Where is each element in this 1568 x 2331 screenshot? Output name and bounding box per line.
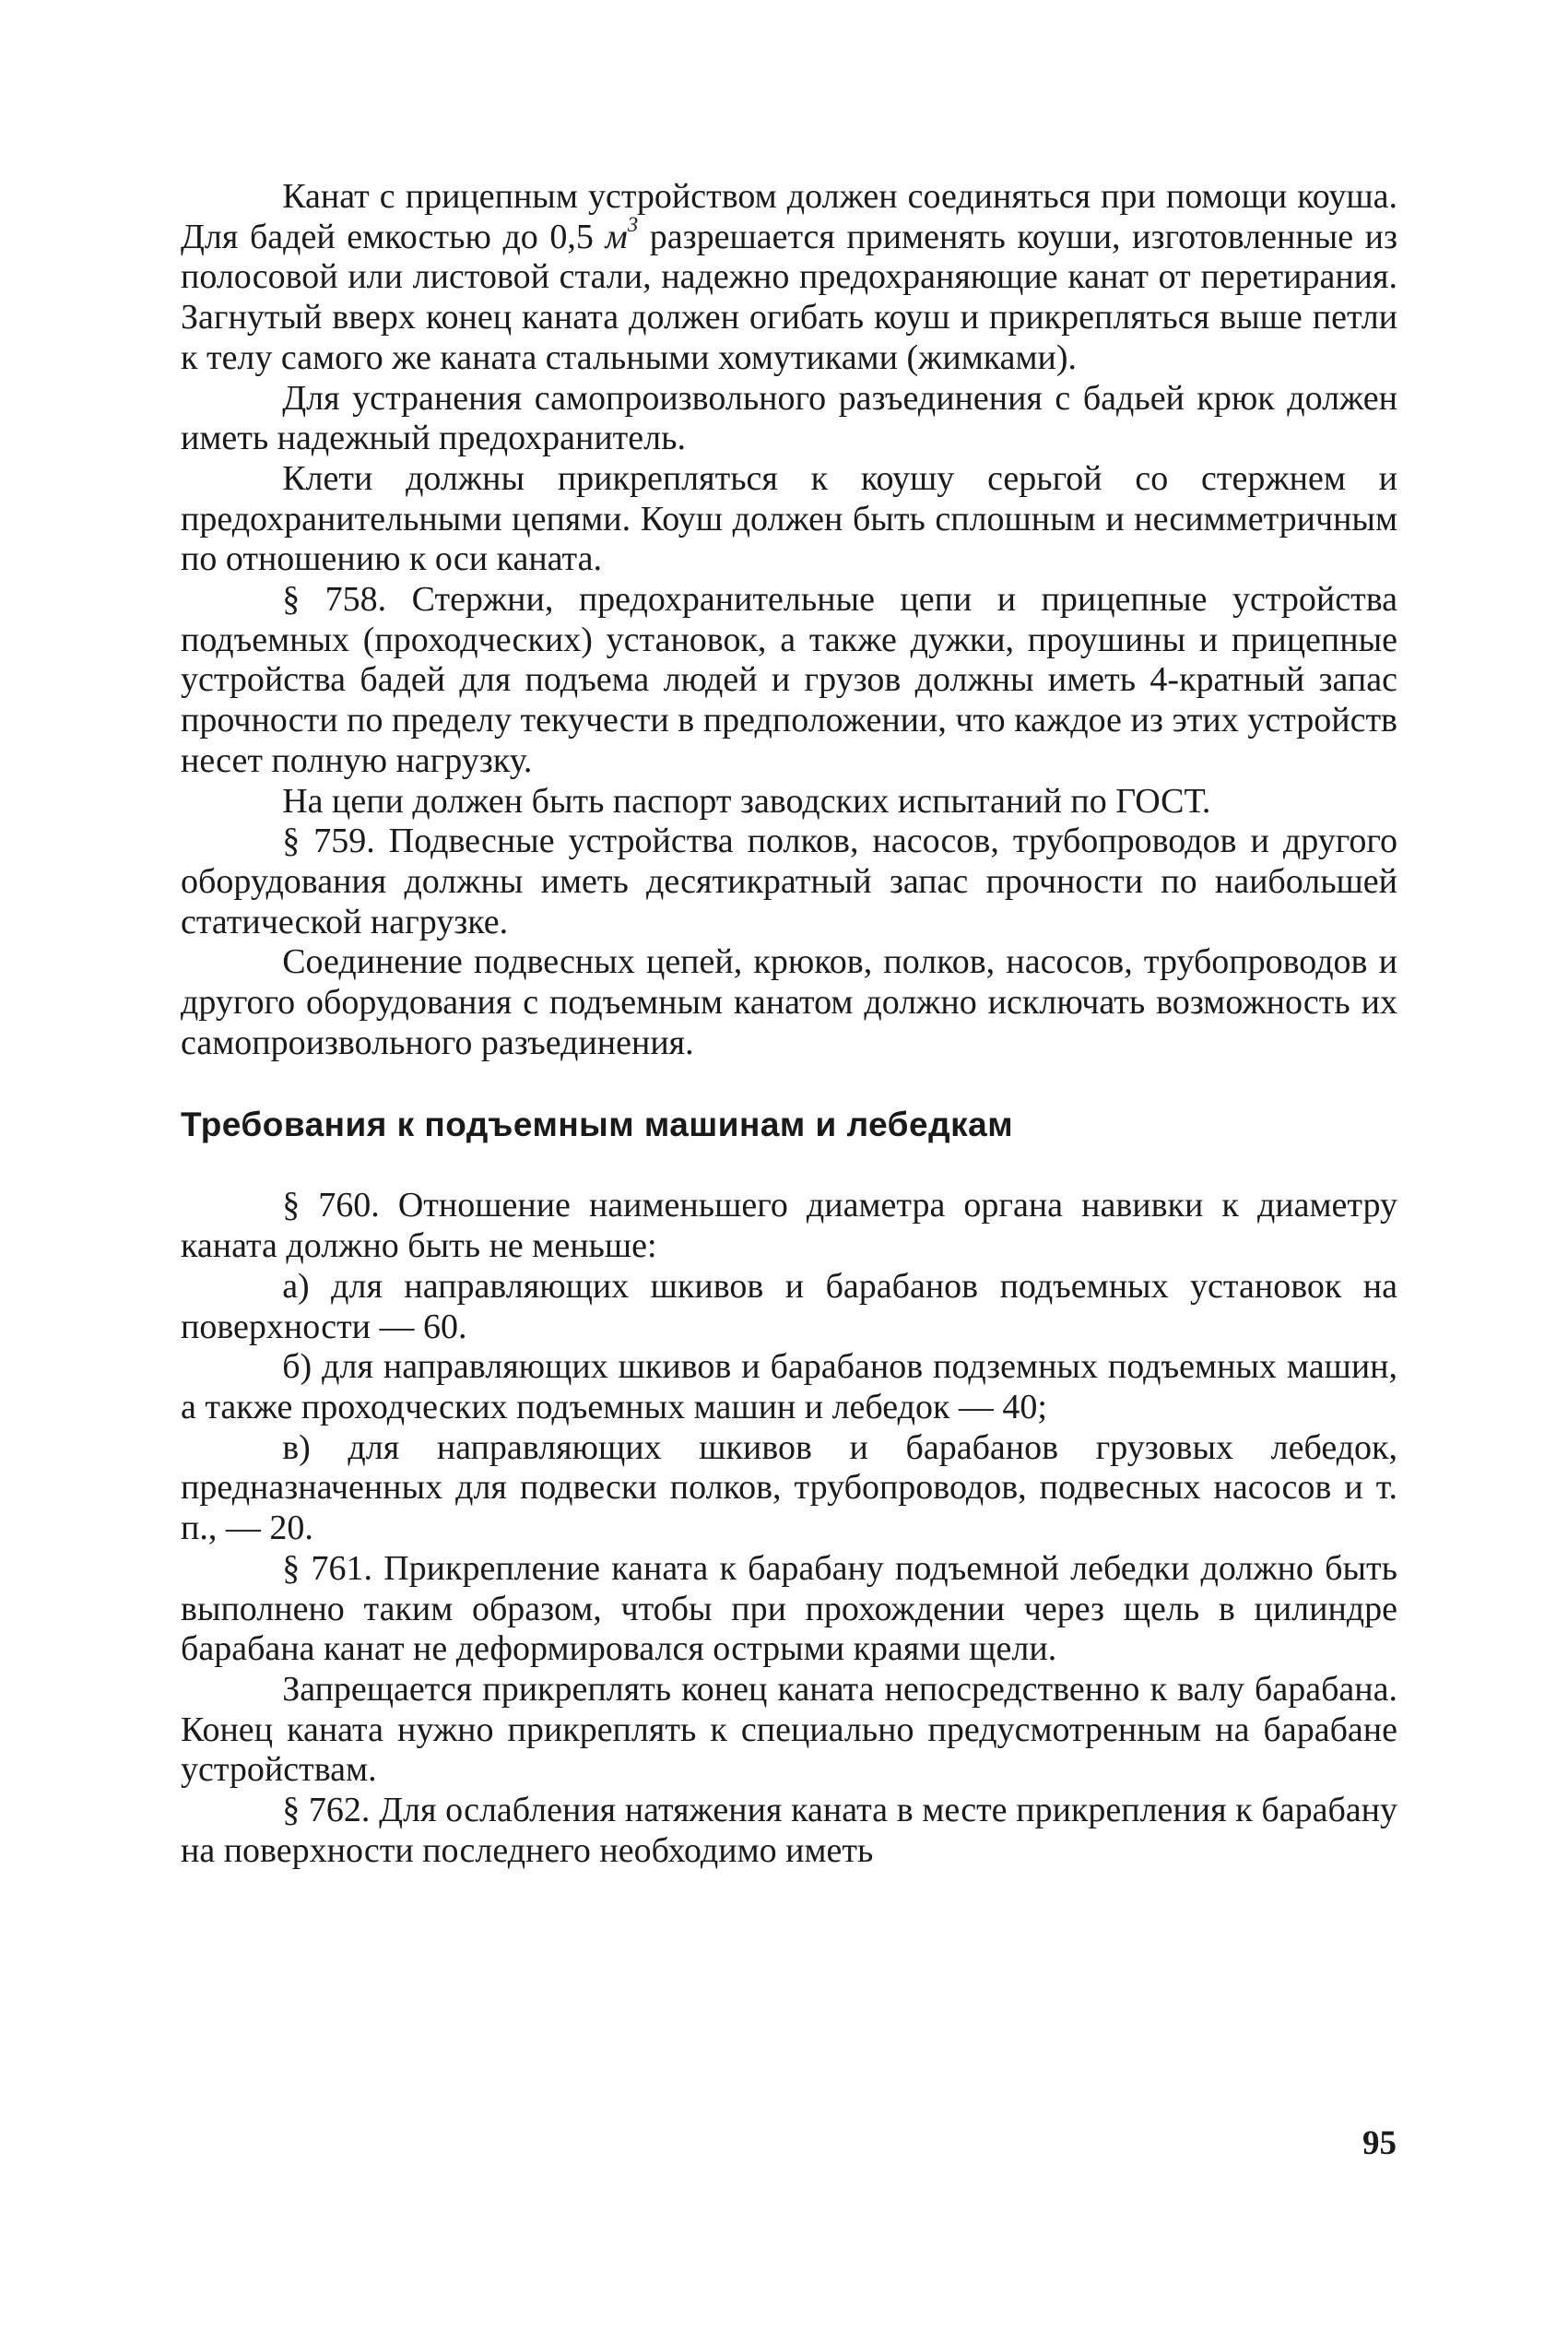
- paragraph-chain-passport: На цепи должен быть паспорт заводских испытаний по ГОСТ.: [282, 781, 1211, 821]
- paragraph-759: § 759. Подвесные устройства полков, насосов, трубопроводов и другого оборудования должны иметь десятикратный запас прочности по наибольшей статической нагрузке.: [181, 822, 1397, 941]
- paragraph-rope-coupling: Канат с прицепным устройством должен соединяться при помощи коуша. Для бадей емкостью до 0,5 $м^3$ разрешается применять коуши, изготовленные из полосовой или листовой стали, надежно предохраняющие канат от перетирания. Загнутый вверх конец каната должен огибать коуш и прикрепляться выше петли к телу самого же каната стальными хомутиками (жимками).: [181, 177, 1398, 377]
- paragraph-760-b: б) для направляющих шкивов и барабанов подземных подъемных машин, а также проходческих подъемных машин и лебедок — 40;: [181, 1347, 1397, 1426]
- section-heading: Требования к подъемным машинам и лебедкам: [181, 1106, 1014, 1144]
- unit-cubic-meter: $м^3$: [605, 212, 639, 256]
- paragraph-760-a: а) для направляющих шкивов и барабанов подъемных установок на поверхности — 60.: [181, 1266, 1397, 1346]
- paragraph-hook-safety: Для устранения самопроизвольного разъединения с бадьей крюк должен иметь надежный предохранитель.: [181, 378, 1397, 458]
- paragraph-761: § 761. Прикрепление каната к барабану подъемной лебедки должно быть выполнено таким образом, чтобы при прохождении через щель в цилиндре барабана канат не деформировался острыми краями щели.: [181, 1548, 1397, 1669]
- paragraph-760: § 760. Отношение наименьшего диаметра органа навивки к диаметру каната должно быть не меньше:: [181, 1186, 1397, 1266]
- page-number: 95: [1362, 2124, 1397, 2162]
- paragraph-758: § 758. Стержни, предохранительные цепи и прицепные устройства подъемных (проходческих) установок, а также дужки, проушины и прицепные устройства бадей для подъема людей и грузов должны иметь 4-кратный запас прочности по пределу текучести в предположении, что каждое из этих устройств несет полную нагрузку.: [181, 580, 1397, 780]
- body-text: [181, 177, 1397, 1871]
- paragraph-760-c: в) для направляющих шкивов и барабанов грузовых лебедок, предназначенных для подвески полков, трубопроводов, подвесных насосов и т. п., — 20.: [181, 1427, 1397, 1548]
- paragraph-suspended-connection: Соединение подвесных цепей, крюков, полков, насосов, трубопроводов и другого оборудования с подъемным канатом должно исключать возможность их самопроизвольного разъединения.: [181, 942, 1397, 1062]
- paragraph-762: § 762. Для ослабления натяжения каната в месте прикрепления к барабану на поверхности последнего необходимо иметь: [181, 1791, 1397, 1870]
- paragraph-drum-prohibition: Запрещается прикреплять конец каната непосредственно к валу барабана. Конец каната нужно прикреплять к специально предусмотренным на барабане устройствам.: [181, 1669, 1397, 1790]
- paragraph-cage-attachment: Клети должны прикрепляться к коушу серьгой со стержнем и предохранительными цепями. Коуш должен быть сплошным и несимметричным по отношению к оси каната.: [181, 458, 1397, 579]
